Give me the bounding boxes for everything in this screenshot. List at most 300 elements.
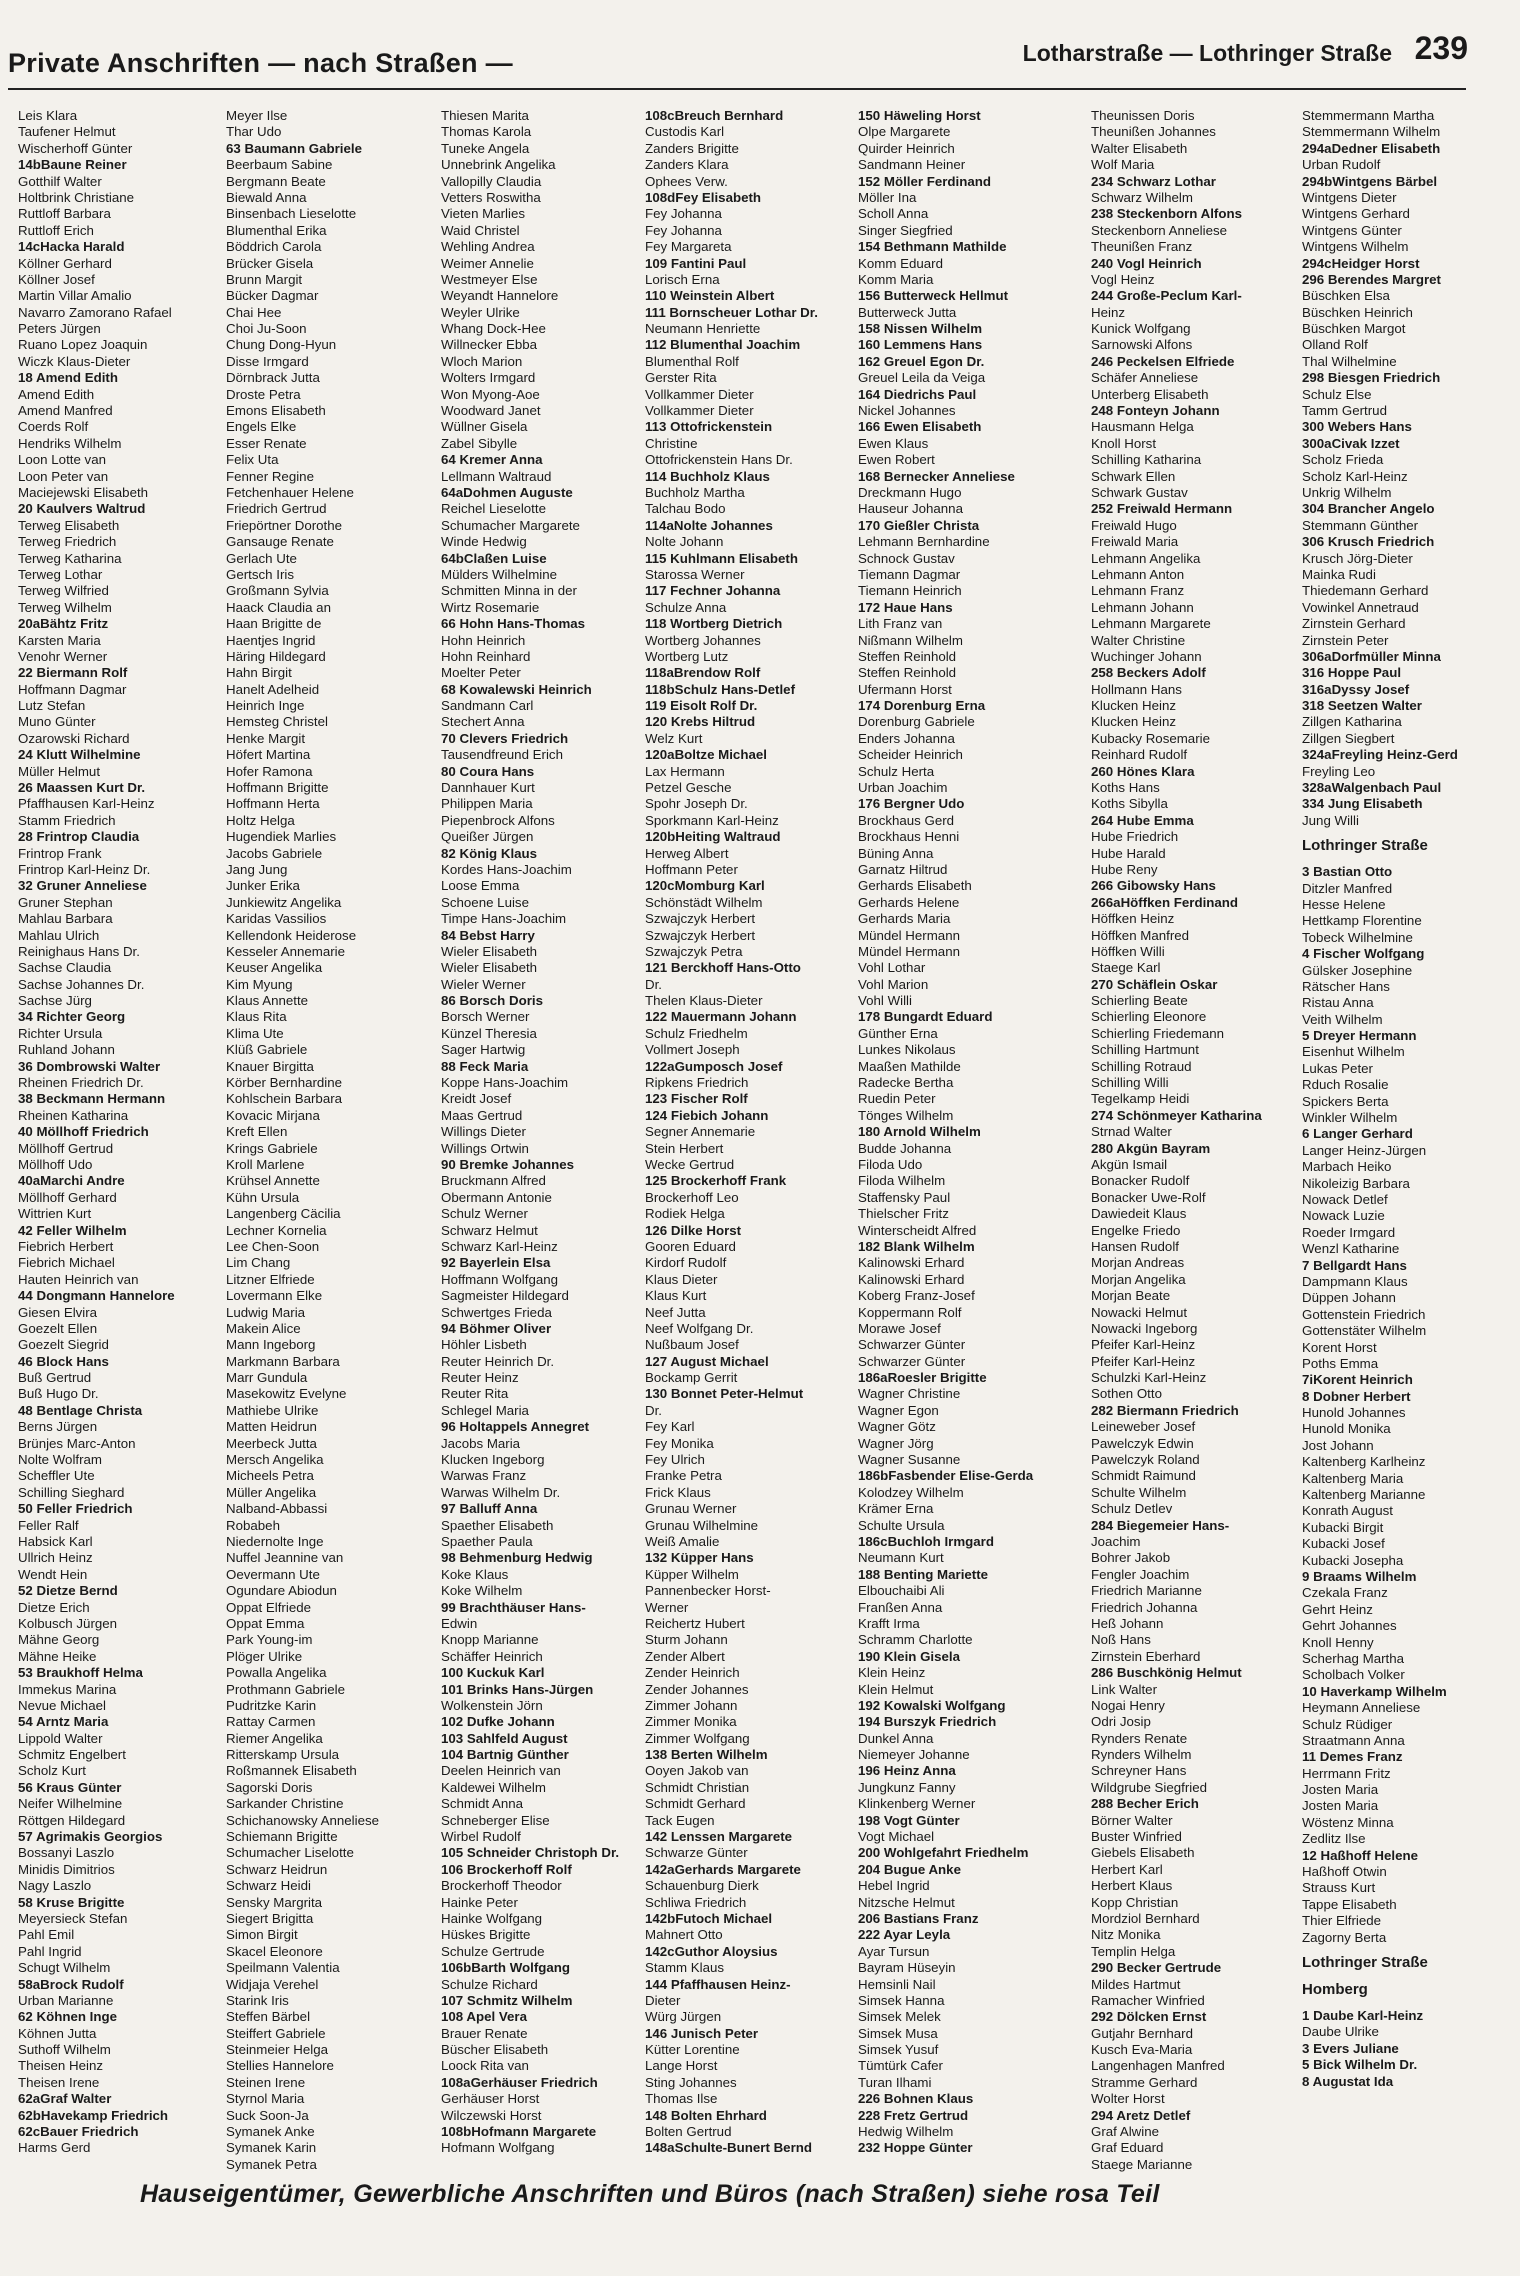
resident-entry: Koppe Hans-Joachim: [441, 1075, 569, 1091]
resident-entry: Klinkenberg Werner: [858, 1796, 976, 1812]
house-number-entry: 121 Berckhoff Hans-Otto: [645, 960, 801, 976]
resident-entry: Büning Anna: [858, 845, 934, 861]
resident-entry: Steffen Reinhold: [858, 648, 957, 664]
resident-entry: Ruhland Johann: [18, 1042, 115, 1058]
resident-entry: Lith Franz van: [858, 616, 943, 632]
resident-entry: Zirnstein Gerhard: [1302, 616, 1406, 632]
resident-entry: Stemmermann Wilhelm: [1302, 124, 1441, 140]
house-number-entry: 244 Große-Peclum Karl-: [1091, 288, 1242, 304]
resident-entry: Kütter Lorentine: [645, 2042, 740, 2058]
house-number-entry: 156 Butterweck Hellmut: [858, 288, 1009, 304]
resident-entry: Komm Eduard: [858, 255, 943, 271]
resident-entry: Wortberg Lutz: [645, 648, 729, 664]
resident-entry: Schmidt Gerhard: [645, 1796, 746, 1812]
resident-entry: Hendriks Wilhelm: [18, 435, 122, 451]
resident-entry: Hebel Ingrid: [858, 1878, 930, 1894]
resident-entry: Scheffler Ute: [18, 1468, 95, 1484]
house-number-entry: 288 Becher Erich: [1091, 1796, 1199, 1812]
resident-entry: Ottofrickenstein Hans Dr.: [645, 452, 793, 468]
resident-entry: Hofer Ramona: [226, 763, 313, 779]
resident-entry: Brünjes Marc-Anton: [18, 1435, 136, 1451]
house-number-entry: 20aBähtz Fritz: [18, 616, 109, 632]
house-number-entry: 9 Braams Wilhelm: [1302, 1568, 1417, 1584]
house-number-entry: 3 Bastian Otto: [1302, 864, 1393, 880]
resident-entry: Unkrig Wilhelm: [1302, 484, 1392, 500]
resident-entry: Würg Jürgen: [645, 2009, 722, 2025]
resident-entry: Thar Udo: [226, 124, 282, 140]
resident-entry: Zillgen Katharina: [1302, 714, 1402, 730]
resident-entry: Junkiewitz Angelika: [226, 894, 342, 910]
resident-entry: Schlegel Maria: [441, 1402, 529, 1418]
resident-entry: Feller Ralf: [18, 1517, 79, 1533]
resident-entry: Schulz Rüdiger: [1302, 1716, 1393, 1732]
resident-entry: Schwarz Helmut: [441, 1222, 538, 1238]
house-number-entry: 108bHofmann Margarete: [441, 2124, 597, 2140]
resident-entry: Schilling Sieghard: [18, 1484, 125, 1500]
resident-entry: Siegert Brigitta: [226, 1910, 314, 1926]
resident-entry: Meyersieck Stefan: [18, 1910, 128, 1926]
resident-entry: Thal Wilhelmine: [1302, 353, 1397, 369]
resident-entry: Kühn Ursula: [226, 1189, 300, 1205]
resident-entry: Büschken Margot: [1302, 321, 1406, 337]
resident-entry: Klucken Heinz: [1091, 698, 1176, 714]
house-number-entry: 6 Langer Gerhard: [1302, 1126, 1413, 1142]
resident-entry: Jost Johann: [1302, 1437, 1374, 1453]
resident-entry: Hahn Birgit: [226, 665, 292, 681]
resident-entry: Buchholz Martha: [645, 484, 745, 500]
resident-entry: Sager Hartwig: [441, 1042, 526, 1058]
resident-entry: Kreidt Josef: [441, 1091, 512, 1107]
resident-entry: Bohrer Jakob: [1091, 1550, 1171, 1566]
resident-entry: Hoffmann Dagmar: [18, 681, 127, 697]
house-number-entry: 260 Hönes Klara: [1091, 763, 1195, 779]
resident-entry: Vogt Michael: [858, 1829, 935, 1845]
resident-entry: Vollkammer Dieter: [645, 403, 754, 419]
resident-entry: Herbert Klaus: [1091, 1878, 1173, 1894]
house-number-entry: 158 Nissen Wilhelm: [858, 321, 983, 337]
resident-entry: Wintgens Dieter: [1302, 189, 1397, 205]
resident-entry: Strauss Kurt: [1302, 1880, 1376, 1896]
resident-entry: Weiß Amalie: [645, 1533, 720, 1549]
resident-entry: Hohn Heinrich: [441, 632, 526, 648]
resident-entry: Nitz Monika: [1091, 1927, 1161, 1943]
resident-entry: Markmann Barbara: [226, 1353, 340, 1369]
resident-entry: Niedernolte Inge: [226, 1533, 324, 1549]
resident-entry: Templin Helga: [1091, 1943, 1176, 1959]
resident-entry: Zimmer Monika: [645, 1714, 737, 1730]
resident-entry: Terweg Wilhelm: [18, 599, 112, 615]
resident-entry: Nickel Johannes: [858, 403, 956, 419]
resident-entry: Kordes Hans-Joachim: [441, 861, 572, 877]
resident-entry: Hedwig Wilhelm: [858, 2124, 954, 2140]
resident-entry: Walter Elisabeth: [1091, 140, 1188, 156]
house-number-entry: 300 Webers Hans: [1302, 419, 1412, 435]
house-number-entry: 164 Diedrichs Paul: [858, 386, 977, 402]
resident-entry: Kopp Christian: [1091, 1894, 1179, 1910]
resident-entry: Schugt Wilhelm: [18, 1960, 111, 1976]
resident-entry: Blumenthal Erika: [226, 222, 327, 238]
resident-entry: Hugendiek Marlies: [226, 829, 337, 845]
resident-entry: Grunau Werner: [645, 1501, 737, 1517]
house-number-entry: 32 Gruner Anneliese: [18, 878, 147, 894]
resident-entry: Wieler Elisabeth: [441, 960, 538, 976]
resident-entry: Gülsker Josephine: [1302, 962, 1413, 978]
house-number-entry: 142 Lenssen Margarete: [645, 1829, 793, 1845]
resident-entry: Schulte Ursula: [858, 1517, 945, 1533]
resident-entry: Scholbach Volker: [1302, 1667, 1405, 1683]
resident-entry: Loose Emma: [441, 878, 520, 894]
resident-entry: Lippold Walter: [18, 1730, 103, 1746]
resident-entry: Veith Wilhelm: [1302, 1011, 1383, 1027]
resident-entry: Gerster Rita: [645, 370, 717, 386]
resident-entry: Stellies Hannelore: [226, 2058, 334, 2074]
resident-entry: Köllner Josef: [18, 271, 95, 287]
resident-entry: Gehrt Johannes: [1302, 1618, 1397, 1634]
resident-entry: Sothen Otto: [1091, 1386, 1162, 1402]
resident-entry: Neumann Henriette: [645, 321, 761, 337]
house-number-entry: 22 Biermann Rolf: [18, 665, 128, 681]
house-number-entry: 123 Fischer Rolf: [645, 1091, 748, 1107]
resident-entry: Klaus Annette: [226, 993, 309, 1009]
resident-entry: Tobeck Wilhelmine: [1302, 929, 1413, 945]
resident-entry: Hoffmann Herta: [226, 796, 320, 812]
resident-entry: Urban Joachim: [858, 780, 948, 796]
resident-entry: Goezelt Siegrid: [18, 1337, 109, 1353]
resident-entry: Budde Johanna: [858, 1140, 952, 1156]
resident-entry: Ufermann Horst: [858, 681, 952, 697]
directory-column-5: [858, 108, 1088, 2157]
resident-entry: Meerbeck Jutta: [226, 1435, 317, 1451]
resident-entry: Theunißen Johannes: [1091, 124, 1216, 140]
house-number-entry: 88 Feck Maria: [441, 1058, 529, 1074]
resident-entry: Chung Dong-Hyun: [226, 337, 337, 353]
resident-entry: Tausendfreund Erich: [441, 747, 563, 763]
house-number-entry: 290 Becker Gertrude: [1091, 1960, 1222, 1976]
resident-entry: Czekala Franz: [1302, 1585, 1388, 1601]
house-number-entry: 192 Kowalski Wolfgang: [858, 1697, 1006, 1713]
house-number-entry: 120aBoltze Michael: [645, 747, 767, 763]
resident-entry: Matten Heidrun: [226, 1419, 317, 1435]
house-number-entry: 130 Bonnet Peter-Helmut: [645, 1386, 804, 1402]
resident-entry: Rheinen Katharina: [18, 1107, 129, 1123]
resident-entry: Ramacher Winfried: [1091, 1992, 1205, 2008]
resident-entry: Poths Emma: [1302, 1355, 1379, 1371]
resident-entry: Tappe Elisabeth: [1302, 1896, 1397, 1912]
resident-entry: Schilling Rotraud: [1091, 1058, 1192, 1074]
resident-entry: Dunkel Anna: [858, 1730, 934, 1746]
resident-entry: Konrath August: [1302, 1503, 1393, 1519]
resident-entry: Theunißen Franz: [1091, 239, 1193, 255]
house-number-entry: 98 Behmenburg Hedwig: [441, 1550, 593, 1566]
resident-entry: Jacobs Gabriele: [226, 845, 323, 861]
street-heading: Homberg: [1302, 1980, 1368, 1998]
resident-entry: Leineweber Josef: [1091, 1419, 1196, 1435]
resident-entry: Turan Ilhami: [858, 2074, 932, 2090]
resident-entry: Brunn Margit: [226, 271, 303, 287]
house-number-entry: 46 Block Hans: [18, 1353, 109, 1369]
resident-entry: Lehmann Franz: [1091, 583, 1185, 599]
house-number-entry: 168 Bernecker Anneliese: [858, 468, 1015, 484]
resident-entry: Wintgens Gerhard: [1302, 206, 1410, 222]
house-number-entry: 54 Arntz Maria: [18, 1714, 109, 1730]
house-number-entry: 132 Küpper Hans: [645, 1550, 754, 1566]
resident-entry: Gerhäuser Horst: [441, 2091, 540, 2107]
resident-entry: Thelen Klaus-Dieter: [645, 993, 763, 1009]
resident-entry: Talchau Bodo: [645, 501, 726, 517]
resident-entry: Winkler Wilhelm: [1302, 1110, 1398, 1126]
resident-entry: Kim Myung: [226, 976, 293, 992]
resident-entry: Fiebrich Michael: [18, 1255, 115, 1271]
resident-entry: Heinrich Inge: [226, 698, 305, 714]
resident-entry: Buß Hugo Dr.: [18, 1386, 99, 1402]
resident-entry: Freiwald Maria: [1091, 534, 1179, 550]
house-number-entry: 50 Feller Friedrich: [18, 1501, 133, 1517]
resident-entry: Staffensky Paul: [858, 1189, 951, 1205]
resident-entry: Düppen Johann: [1302, 1290, 1396, 1306]
resident-entry: Krafft Irma: [858, 1615, 920, 1631]
resident-entry: Styrnol Maria: [226, 2091, 305, 2107]
resident-entry: Ripkens Friedrich: [645, 1075, 749, 1091]
resident-entry: Schulz Werner: [441, 1206, 528, 1222]
resident-entry: Büschken Heinrich: [1302, 304, 1413, 320]
resident-entry: Kaltenberg Marianne: [1302, 1487, 1426, 1503]
resident-entry: Staege Marianne: [1091, 2156, 1193, 2172]
resident-entry: Thiedemann Gerhard: [1302, 583, 1429, 599]
resident-entry: Noß Hans: [1091, 1632, 1151, 1648]
house-number-entry: 226 Bohnen Klaus: [858, 2091, 974, 2107]
resident-entry: Dorenburg Gabriele: [858, 714, 975, 730]
house-number-entry: 104 Bartnig Günther: [441, 1747, 569, 1763]
resident-entry: Biewald Anna: [226, 189, 307, 205]
resident-entry: Dieter: [645, 1992, 681, 2008]
resident-entry: Skacel Eleonore: [226, 1943, 323, 1959]
resident-entry: Kusch Eva-Maria: [1091, 2042, 1193, 2058]
resident-entry: Beerbaum Sabine: [226, 157, 333, 173]
resident-entry: Terweg Katharina: [18, 550, 122, 566]
resident-entry: Kubacki Josef: [1302, 1536, 1385, 1552]
resident-entry: Höfert Martina: [226, 747, 311, 763]
house-number-entry: 172 Haue Hans: [858, 599, 953, 615]
resident-entry: Mülders Wilhelmine: [441, 566, 558, 582]
resident-entry: Masekowitz Evelyne: [226, 1386, 347, 1402]
resident-entry: Dr.: [645, 976, 662, 992]
resident-entry: Büscher Elisabeth: [441, 2042, 549, 2058]
resident-entry: Hollmann Hans: [1091, 681, 1182, 697]
house-number-entry: 8 Augustat Ida: [1302, 2073, 1394, 2089]
resident-entry: Mahlau Ulrich: [18, 927, 100, 943]
house-number-entry: 166 Ewen Elisabeth: [858, 419, 982, 435]
house-number-entry: 160 Lemmens Hans: [858, 337, 983, 353]
house-number-entry: 120 Krebs Hiltrud: [645, 714, 756, 730]
street-heading: Lothringer Straße: [1302, 1953, 1428, 1971]
resident-entry: Oppat Elfriede: [226, 1599, 312, 1615]
resident-entry: Jacobs Maria: [441, 1435, 521, 1451]
house-number-entry: 101 Brinks Hans-Jürgen: [441, 1681, 594, 1697]
resident-entry: Simsek Melek: [858, 2009, 941, 2025]
house-number-entry: 270 Schäflein Oskar: [1091, 976, 1218, 992]
resident-entry: Fetchenhauer Helene: [226, 484, 354, 500]
resident-entry: Kaltenberg Karlheinz: [1302, 1454, 1426, 1470]
house-number-entry: 26 Maassen Kurt Dr.: [18, 780, 146, 796]
resident-entry: Schumacher Liselotte: [226, 1845, 354, 1861]
resident-entry: Disse Irmgard: [226, 353, 309, 369]
resident-entry: Wolf Maria: [1091, 157, 1155, 173]
resident-entry: Wloch Marion: [441, 353, 523, 369]
resident-entry: Litzner Elfriede: [226, 1271, 315, 1287]
resident-entry: Widjaja Verehel: [226, 1976, 319, 1992]
resident-entry: Thier Elfriede: [1302, 1913, 1382, 1929]
house-number-entry: 284 Biegemeier Hans-: [1091, 1517, 1230, 1533]
resident-entry: Brücker Gisela: [226, 255, 314, 271]
resident-entry: Butterweck Jutta: [858, 304, 957, 320]
resident-entry: Micheels Petra: [226, 1468, 314, 1484]
resident-entry: Wagner Susanne: [858, 1452, 961, 1468]
house-number-entry: 200 Wohlgefahrt Friedhelm: [858, 1845, 1029, 1861]
resident-entry: Wecke Gertrud: [645, 1157, 735, 1172]
resident-entry: Knauer Birgitta: [226, 1058, 314, 1074]
resident-entry: Gehrt Heinz: [1302, 1601, 1373, 1617]
house-number-entry: 28 Frintrop Claudia: [18, 829, 140, 845]
resident-entry: Zender Albert: [645, 1648, 725, 1664]
house-number-entry: 80 Coura Hans: [441, 763, 535, 779]
resident-entry: Reuter Heinrich Dr.: [441, 1353, 555, 1369]
resident-entry: Immekus Marina: [18, 1681, 117, 1697]
house-number-entry: 318 Seetzen Walter: [1302, 698, 1422, 714]
resident-entry: Waid Christel: [441, 222, 520, 238]
resident-entry: Fey Margareta: [645, 239, 732, 255]
resident-entry: Park Young-im: [226, 1632, 313, 1648]
resident-entry: Tiemann Heinrich: [858, 583, 962, 599]
resident-entry: Dannhauer Kurt: [441, 780, 535, 796]
house-number-entry: 188 Benting Mariette: [858, 1566, 989, 1582]
resident-entry: Ooyen Jakob van: [645, 1763, 749, 1779]
house-number-entry: 206 Bastians Franz: [858, 1910, 979, 1926]
resident-entry: Stamm Klaus: [645, 1960, 725, 1976]
resident-entry: Fey Ulrich: [645, 1452, 705, 1468]
resident-entry: Mersch Angelika: [226, 1452, 324, 1468]
house-number-entry: 142bFutoch Michael: [645, 1910, 773, 1926]
house-number-entry: 48 Bentlage Christa: [18, 1402, 143, 1418]
house-number-entry: 142cGuthor Aloysius: [645, 1943, 778, 1959]
resident-entry: Hansen Rudolf: [1091, 1238, 1179, 1254]
house-number-entry: 182 Blank Wilhelm: [858, 1238, 975, 1254]
resident-entry: Starink Iris: [226, 1992, 289, 2008]
resident-entry: Straatmann Anna: [1302, 1732, 1405, 1748]
resident-entry: Tack Eugen: [645, 1812, 715, 1828]
resident-entry: Emons Elisabeth: [226, 403, 326, 419]
resident-entry: Maas Gertrud: [441, 1107, 523, 1123]
house-number-entry: 114 Buchholz Klaus: [645, 468, 770, 484]
resident-entry: Taufener Helmut: [18, 124, 116, 140]
resident-entry: Pawelczyk Edwin: [1091, 1435, 1194, 1451]
house-number-entry: 36 Dombrowski Walter: [18, 1058, 161, 1074]
resident-entry: Steffen Reinhold: [858, 665, 957, 681]
resident-entry: Giesen Elvira: [18, 1304, 98, 1320]
resident-entry: Vogl Heinz: [1091, 271, 1155, 287]
resident-entry: Kalinowski Erhard: [858, 1255, 965, 1271]
resident-entry: Krusch Jörg-Dieter: [1302, 550, 1413, 566]
resident-entry: Wuchinger Johann: [1091, 648, 1202, 664]
resident-entry: Kaldewei Wilhelm: [441, 1779, 546, 1795]
resident-entry: Keuser Angelika: [226, 960, 323, 976]
resident-entry: Mündel Hermann: [858, 927, 960, 943]
resident-entry: Steffen Bärbel: [226, 2009, 311, 2025]
resident-entry: Klucken Heinz: [1091, 714, 1176, 730]
resident-entry: Schauenburg Dierk: [645, 1878, 759, 1894]
resident-entry: Simsek Musa: [858, 2025, 938, 2041]
resident-entry: Rätscher Hans: [1302, 978, 1390, 994]
resident-entry: Singer Siegfried: [858, 222, 953, 238]
resident-entry: Simsek Yusuf: [858, 2042, 939, 2058]
resident-entry: Loon Lotte van: [18, 452, 106, 468]
resident-entry: Rheinen Friedrich Dr.: [18, 1075, 144, 1091]
house-number-entry: 152 Möller Ferdinand: [858, 173, 992, 189]
header-divider: [8, 88, 1466, 90]
resident-entry: Kolbusch Jürgen: [18, 1615, 118, 1631]
resident-entry: Schwarz Karl-Heinz: [441, 1238, 558, 1254]
resident-entry: Harms Gerd: [18, 2140, 91, 2156]
house-number-entry: 120cMomburg Karl: [645, 878, 765, 894]
resident-entry: Reinighaus Hans Dr.: [18, 943, 140, 959]
resident-entry: Bossanyi Laszlo: [18, 1845, 115, 1861]
house-number-entry: 334 Jung Elisabeth: [1302, 796, 1423, 812]
resident-entry: Elbouchaibi Ali: [858, 1583, 945, 1599]
resident-entry: Scherhag Martha: [1302, 1650, 1404, 1666]
resident-entry: Spaether Paula: [441, 1533, 533, 1549]
resident-entry: Knopp Marianne: [441, 1632, 539, 1648]
resident-entry: Franke Petra: [645, 1468, 722, 1484]
house-number-entry: 62 Köhnen Inge: [18, 2009, 117, 2025]
resident-entry: Ruttloff Barbara: [18, 206, 111, 222]
resident-entry: Schwark Ellen: [1091, 468, 1176, 484]
resident-entry: Neumann Kurt: [858, 1550, 944, 1566]
resident-entry: Börner Walter: [1091, 1812, 1173, 1828]
resident-entry: Dawiedeit Klaus: [1091, 1206, 1187, 1222]
resident-entry: Sagorski Doris: [226, 1779, 313, 1795]
resident-entry: Schilling Hartmunt: [1091, 1042, 1199, 1058]
resident-entry: Hube Reny: [1091, 861, 1158, 877]
resident-entry: Zimmer Johann: [645, 1697, 738, 1713]
resident-entry: Gotthilf Walter: [18, 173, 102, 189]
resident-entry: Bockamp Gerrit: [645, 1370, 738, 1386]
resident-entry: Wischerhoff Günter: [18, 140, 133, 156]
resident-entry: Schmitten Minna in der: [441, 583, 577, 599]
house-number-entry: 40 Möllhoff Friedrich: [18, 1124, 149, 1140]
resident-entry: Chai Hee: [226, 304, 282, 320]
resident-entry: Wüllner Gisela: [441, 419, 528, 435]
resident-entry: Reuter Rita: [441, 1386, 509, 1402]
resident-entry: Nißmann Wilhelm: [858, 632, 963, 648]
resident-entry: Leis Klara: [18, 108, 78, 123]
resident-entry: Schwarz Heidrun: [226, 1861, 328, 1877]
page-header-left: Private Anschriften — nach Straßen —: [8, 48, 513, 78]
resident-entry: Sandmann Carl: [441, 698, 534, 714]
house-number-entry: 306 Krusch Friedrich: [1302, 534, 1435, 550]
resident-entry: Rynders Renate: [1091, 1730, 1188, 1746]
resident-entry: Müller Angelika: [226, 1484, 317, 1500]
resident-entry: Fey Monika: [645, 1435, 714, 1451]
resident-entry: Langenhagen Manfred: [1091, 2058, 1225, 2074]
resident-entry: Lukas Peter: [1302, 1060, 1373, 1076]
page-number: 239: [1414, 30, 1468, 66]
resident-entry: Vowinkel Annetraud: [1302, 599, 1419, 615]
resident-entry: Schulz Friedhelm: [645, 1025, 748, 1041]
resident-entry: Morawe Josef: [858, 1320, 941, 1336]
house-number-entry: 176 Bergner Udo: [858, 796, 965, 812]
resident-entry: Christine: [645, 435, 698, 451]
resident-entry: Pudritzke Karin: [226, 1697, 317, 1713]
resident-entry: Kellendonk Heiderose: [226, 927, 357, 943]
